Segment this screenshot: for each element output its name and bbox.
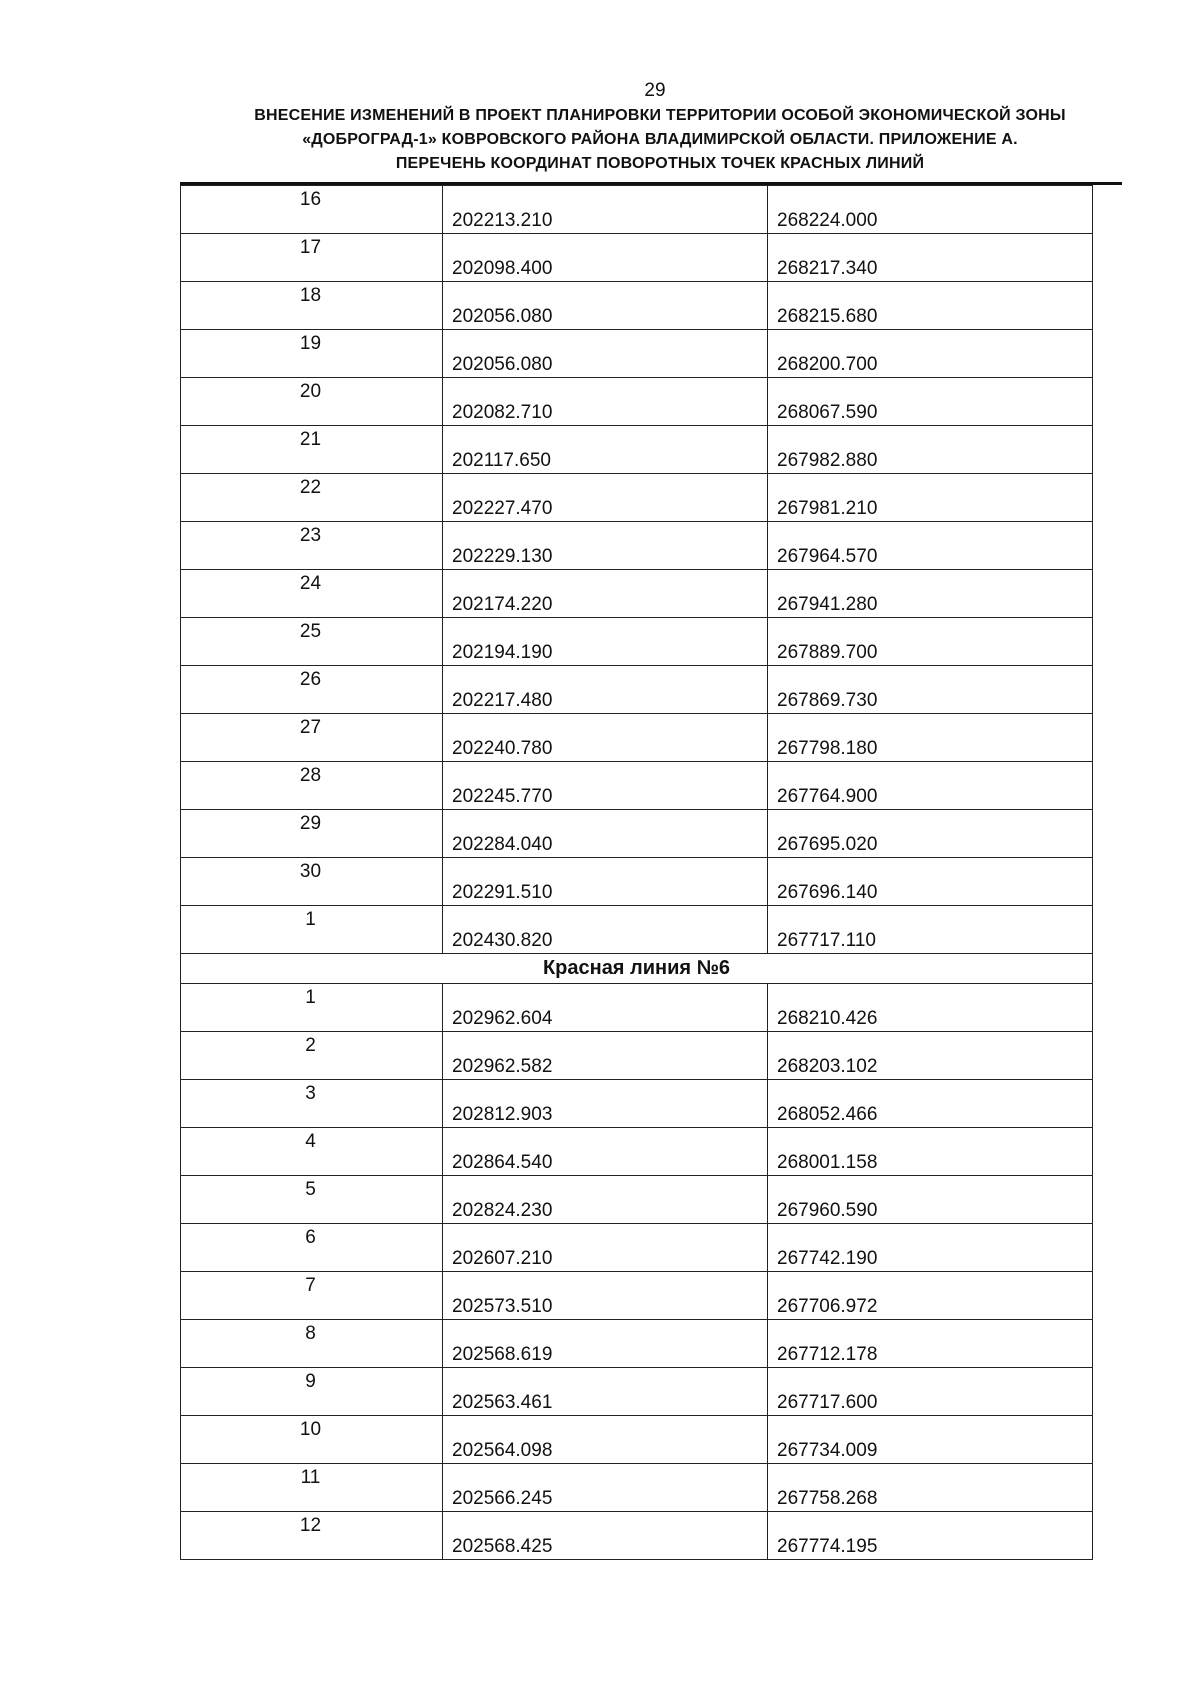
point-number-cell xyxy=(181,762,443,810)
table-row xyxy=(181,186,1093,234)
point-number-cell xyxy=(181,1272,443,1320)
table-row xyxy=(181,1224,1093,1272)
y-coordinate-value: 267706.972 xyxy=(777,1296,878,1317)
y-coordinate-cell xyxy=(768,762,1093,810)
point-number-value: 1 xyxy=(305,909,316,930)
x-coordinate-cell xyxy=(443,1416,768,1464)
point-number-value: 7 xyxy=(305,1275,316,1296)
x-coordinate-value: 202284.040 xyxy=(452,834,553,855)
table-row xyxy=(181,1416,1093,1464)
table-row xyxy=(181,984,1093,1032)
table-row xyxy=(181,1128,1093,1176)
point-number-cell xyxy=(181,1128,443,1176)
x-coordinate-cell xyxy=(443,234,768,282)
header-line-3: ПЕРЕЧЕНЬ КООРДИНАТ ПОВОРОТНЫХ ТОЧЕК КРАСНЫХ ЛИНИЙ xyxy=(395,155,925,172)
table-row xyxy=(181,762,1093,810)
y-coordinate-value: 268052.466 xyxy=(777,1104,878,1125)
x-coordinate-value: 202229.130 xyxy=(452,546,553,567)
table-row xyxy=(181,330,1093,378)
x-coordinate-value: 202573.510 xyxy=(452,1296,553,1317)
point-number-cell xyxy=(181,1320,443,1368)
x-coordinate-cell xyxy=(443,1128,768,1176)
y-coordinate-cell xyxy=(768,186,1093,234)
table-row xyxy=(181,1320,1093,1368)
x-coordinate-value: 202864.540 xyxy=(452,1152,553,1173)
y-coordinate-value: 267964.570 xyxy=(777,546,878,567)
x-coordinate-cell xyxy=(443,330,768,378)
point-number-cell xyxy=(181,234,443,282)
x-coordinate-cell xyxy=(443,282,768,330)
x-coordinate-value: 202566.245 xyxy=(452,1488,553,1509)
y-coordinate-cell xyxy=(768,1512,1093,1560)
point-number-cell xyxy=(181,1080,443,1128)
y-coordinate-value: 268215.680 xyxy=(777,306,878,327)
y-coordinate-value: 267981.210 xyxy=(777,498,878,519)
x-coordinate-cell xyxy=(443,858,768,906)
point-number-cell xyxy=(181,906,443,954)
table-row xyxy=(181,666,1093,714)
x-coordinate-value: 202227.470 xyxy=(452,498,553,519)
y-coordinate-cell xyxy=(768,906,1093,954)
y-coordinate-value: 267696.140 xyxy=(777,882,878,903)
table-row xyxy=(181,1512,1093,1560)
x-coordinate-cell xyxy=(443,762,768,810)
table-row xyxy=(181,234,1093,282)
point-number-value: 8 xyxy=(305,1323,316,1344)
y-coordinate-cell xyxy=(768,1464,1093,1512)
point-number-value: 18 xyxy=(299,285,322,306)
y-coordinate-value: 268203.102 xyxy=(777,1056,878,1077)
y-coordinate-cell xyxy=(768,282,1093,330)
y-coordinate-value: 267695.020 xyxy=(777,834,878,855)
point-number-value: 22 xyxy=(299,477,322,498)
x-coordinate-cell xyxy=(443,1368,768,1416)
y-coordinate-cell xyxy=(768,1080,1093,1128)
y-coordinate-cell xyxy=(768,1272,1093,1320)
point-number-cell xyxy=(181,810,443,858)
point-number-value: 11 xyxy=(300,1467,321,1488)
y-coordinate-cell xyxy=(768,1176,1093,1224)
table-row xyxy=(181,858,1093,906)
y-coordinate-cell xyxy=(768,858,1093,906)
y-coordinate-cell xyxy=(768,234,1093,282)
y-coordinate-value: 267889.700 xyxy=(777,642,878,663)
x-coordinate-value: 202117.650 xyxy=(452,450,551,471)
x-coordinate-cell xyxy=(443,984,768,1032)
table-row xyxy=(181,714,1093,762)
point-number-value: 5 xyxy=(305,1179,316,1200)
x-coordinate-cell xyxy=(443,570,768,618)
table-row xyxy=(181,522,1093,570)
point-number-value: 19 xyxy=(299,333,322,354)
table-row xyxy=(181,1176,1093,1224)
table-row xyxy=(181,1464,1093,1512)
x-coordinate-cell xyxy=(443,714,768,762)
point-number-cell xyxy=(181,282,443,330)
y-coordinate-cell xyxy=(768,426,1093,474)
table-row xyxy=(181,474,1093,522)
x-coordinate-value: 202824.230 xyxy=(452,1200,553,1221)
x-coordinate-cell xyxy=(443,522,768,570)
point-number-cell xyxy=(181,858,443,906)
point-number-value: 25 xyxy=(299,621,322,642)
y-coordinate-value: 268217.340 xyxy=(777,258,878,279)
x-coordinate-value: 202430.820 xyxy=(452,930,553,951)
y-coordinate-cell xyxy=(768,666,1093,714)
x-coordinate-value: 202568.425 xyxy=(452,1536,553,1557)
y-coordinate-cell xyxy=(768,618,1093,666)
point-number-cell xyxy=(181,618,443,666)
y-coordinate-value: 267717.110 xyxy=(777,930,876,951)
x-coordinate-cell xyxy=(443,186,768,234)
x-coordinate-value: 202056.080 xyxy=(452,306,553,327)
point-number-cell xyxy=(181,570,443,618)
y-coordinate-value: 267742.190 xyxy=(777,1248,878,1269)
point-number-cell xyxy=(181,1512,443,1560)
y-coordinate-value: 268200.700 xyxy=(777,354,878,375)
y-coordinate-cell xyxy=(768,378,1093,426)
point-number-value: 4 xyxy=(305,1131,316,1152)
table-row xyxy=(181,906,1093,954)
point-number-value: 9 xyxy=(305,1371,316,1392)
point-number-cell xyxy=(181,426,443,474)
y-coordinate-value: 267734.009 xyxy=(777,1440,878,1461)
document-header xyxy=(180,104,1140,176)
x-coordinate-value: 202564.098 xyxy=(452,1440,553,1461)
table-row xyxy=(181,810,1093,858)
point-number-value: 27 xyxy=(299,717,322,738)
x-coordinate-cell xyxy=(443,474,768,522)
x-coordinate-cell xyxy=(443,378,768,426)
point-number-value: 17 xyxy=(299,237,322,258)
table-row xyxy=(181,1032,1093,1080)
y-coordinate-cell xyxy=(768,522,1093,570)
point-number-value: 24 xyxy=(299,573,322,594)
header-line-1: ВНЕСЕНИЕ ИЗМЕНЕНИЙ В ПРОЕКТ ПЛАНИРОВКИ ТЕРРИТОРИИ ОСОБОЙ ЭКОНОМИЧЕСКОЙ ЗОНЫ xyxy=(254,107,1066,124)
x-coordinate-cell xyxy=(443,906,768,954)
point-number-value: 10 xyxy=(299,1419,322,1440)
x-coordinate-value: 202563.461 xyxy=(452,1392,553,1413)
point-number-value: 23 xyxy=(299,525,322,546)
x-coordinate-cell xyxy=(443,1080,768,1128)
point-number-cell xyxy=(181,1176,443,1224)
y-coordinate-cell xyxy=(768,1368,1093,1416)
x-coordinate-value: 202568.619 xyxy=(452,1344,553,1365)
x-coordinate-value: 202607.210 xyxy=(452,1248,553,1269)
y-coordinate-value: 267717.600 xyxy=(777,1392,878,1413)
y-coordinate-cell xyxy=(768,570,1093,618)
point-number-cell xyxy=(181,1224,443,1272)
y-coordinate-value: 267758.268 xyxy=(777,1488,878,1509)
table-row xyxy=(181,1272,1093,1320)
point-number-value: 29 xyxy=(299,813,322,834)
x-coordinate-value: 202194.190 xyxy=(452,642,553,663)
x-coordinate-cell xyxy=(443,1320,768,1368)
y-coordinate-value: 267982.880 xyxy=(777,450,878,471)
section-row xyxy=(181,954,1093,984)
point-number-value: 21 xyxy=(299,429,322,450)
point-number-value: 28 xyxy=(299,765,322,786)
x-coordinate-cell xyxy=(443,1272,768,1320)
point-number-cell xyxy=(181,330,443,378)
y-coordinate-cell xyxy=(768,714,1093,762)
x-coordinate-value: 202240.780 xyxy=(452,738,553,759)
section-title: Красная линия №6 xyxy=(181,954,1093,984)
x-coordinate-cell xyxy=(443,1512,768,1560)
x-coordinate-cell xyxy=(443,1464,768,1512)
header-line-2: «ДОБРОГРАД-1» КОВРОВСКОГО РАЙОНА ВЛАДИМИРСКОЙ ОБЛАСТИ. ПРИЛОЖЕНИЕ А. xyxy=(302,131,1018,148)
table-row xyxy=(181,282,1093,330)
y-coordinate-cell xyxy=(768,330,1093,378)
y-coordinate-cell xyxy=(768,1032,1093,1080)
point-number-cell xyxy=(181,1032,443,1080)
point-number-cell xyxy=(181,474,443,522)
y-coordinate-value: 267960.590 xyxy=(777,1200,878,1221)
x-coordinate-cell xyxy=(443,1224,768,1272)
point-number-cell xyxy=(181,984,443,1032)
point-number-value: 3 xyxy=(305,1083,316,1104)
table-row xyxy=(181,378,1093,426)
x-coordinate-value: 202098.400 xyxy=(452,258,553,279)
y-coordinate-cell xyxy=(768,1320,1093,1368)
x-coordinate-cell xyxy=(443,1176,768,1224)
x-coordinate-cell xyxy=(443,1032,768,1080)
y-coordinate-value: 267798.180 xyxy=(777,738,878,759)
point-number-cell xyxy=(181,378,443,426)
point-number-cell xyxy=(181,1368,443,1416)
point-number-cell xyxy=(181,666,443,714)
x-coordinate-value: 202962.582 xyxy=(452,1056,553,1077)
point-number-value: 1 xyxy=(305,987,316,1008)
point-number-value: 26 xyxy=(299,669,322,690)
y-coordinate-value: 268224.000 xyxy=(777,210,878,231)
x-coordinate-value: 202291.510 xyxy=(452,882,553,903)
point-number-cell xyxy=(181,1416,443,1464)
x-coordinate-cell xyxy=(443,618,768,666)
table-row xyxy=(181,618,1093,666)
table-row xyxy=(181,426,1093,474)
x-coordinate-cell xyxy=(443,426,768,474)
y-coordinate-cell xyxy=(768,1224,1093,1272)
y-coordinate-cell xyxy=(768,1128,1093,1176)
point-number-cell xyxy=(181,522,443,570)
x-coordinate-cell xyxy=(443,666,768,714)
x-coordinate-value: 202213.210 xyxy=(452,210,553,231)
y-coordinate-cell xyxy=(768,810,1093,858)
coordinates-table-body xyxy=(181,186,1093,1560)
point-number-value: 6 xyxy=(305,1227,316,1248)
point-number-cell xyxy=(181,186,443,234)
y-coordinate-value: 267941.280 xyxy=(777,594,878,615)
x-coordinate-value: 202217.480 xyxy=(452,690,553,711)
x-coordinate-value: 202056.080 xyxy=(452,354,553,375)
table-row xyxy=(181,1080,1093,1128)
y-coordinate-value: 268210.426 xyxy=(777,1008,878,1029)
coordinates-table xyxy=(180,185,1093,1560)
y-coordinate-cell xyxy=(768,1416,1093,1464)
x-coordinate-value: 202174.220 xyxy=(452,594,553,615)
y-coordinate-value: 268001.158 xyxy=(777,1152,878,1173)
point-number-cell xyxy=(181,1464,443,1512)
y-coordinate-value: 267712.178 xyxy=(777,1344,878,1365)
x-coordinate-value: 202962.604 xyxy=(452,1008,553,1029)
point-number-value: 12 xyxy=(299,1515,322,1536)
table-row xyxy=(181,570,1093,618)
point-number-value: 20 xyxy=(299,381,322,402)
point-number-cell xyxy=(181,714,443,762)
y-coordinate-cell xyxy=(768,474,1093,522)
x-coordinate-value: 202245.770 xyxy=(452,786,553,807)
y-coordinate-value: 267774.195 xyxy=(777,1536,878,1557)
point-number-value: 2 xyxy=(305,1035,316,1056)
x-coordinate-value: 202082.710 xyxy=(452,402,553,423)
y-coordinate-value: 268067.590 xyxy=(777,402,878,423)
point-number-value: 16 xyxy=(299,189,322,210)
x-coordinate-cell xyxy=(443,810,768,858)
page-number: 29 xyxy=(644,80,666,101)
x-coordinate-value: 202812.903 xyxy=(452,1104,553,1125)
table-row xyxy=(181,1368,1093,1416)
y-coordinate-value: 267764.900 xyxy=(777,786,878,807)
point-number-value: 30 xyxy=(299,861,322,882)
y-coordinate-cell xyxy=(768,984,1093,1032)
y-coordinate-value: 267869.730 xyxy=(777,690,878,711)
